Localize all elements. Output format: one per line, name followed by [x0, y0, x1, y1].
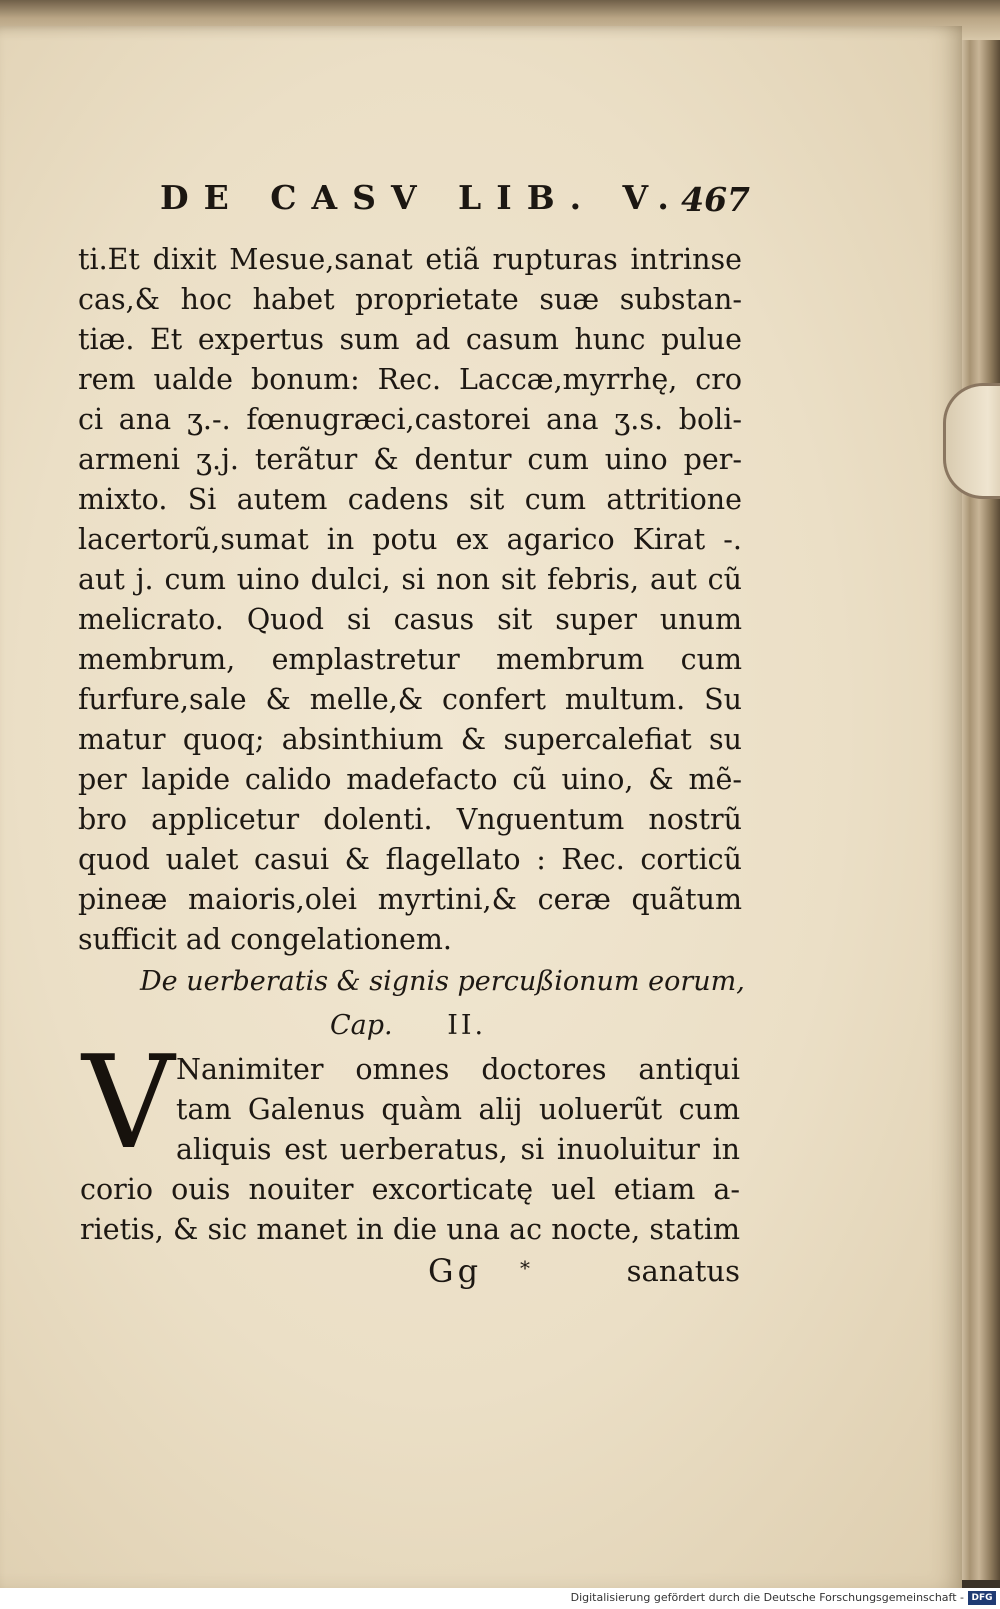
running-head-title: DE CASV LIB. V.	[160, 178, 684, 217]
text-line: rietis, & sic manet in die una ac nocte, statim	[80, 1213, 740, 1246]
text-line: per lapide calido madefacto cũ uino, & mẽ-	[78, 763, 742, 796]
running-head	[160, 178, 750, 228]
text-line: furfure,sale & melle,& confert multum. Su	[78, 683, 742, 716]
chapter-heading: De uerberatis & signis percußionum eorum,	[140, 966, 745, 997]
text-line: melicrato. Quod si casus sit super unum	[78, 603, 742, 636]
text-line: quod ualet casui & flagellato : Rec. corticũ	[78, 843, 742, 876]
dfg-logo: DFG	[968, 1591, 996, 1605]
text-line: aliquis est uerberatus, si inuoluitur in	[176, 1133, 740, 1166]
text-line: cas,& hoc habet proprietate suæ substan-	[78, 283, 742, 316]
text-line: sufficit ad congelationem.	[78, 923, 452, 956]
text-line: mixto. Si autem cadens sit cum attritione	[78, 483, 742, 516]
chapter-text	[80, 1050, 740, 1250]
text-line: bro applicetur dolenti. Vnguentum nostrũ	[78, 803, 742, 836]
page-number: 467	[681, 180, 750, 219]
text-line: tiæ. Et expertus sum ad casum hunc pulue	[78, 323, 742, 356]
signature-mark: Gg	[428, 1252, 483, 1290]
body-text	[78, 240, 742, 960]
chapter-number: II.	[447, 1010, 487, 1041]
chapter-word: Cap.	[330, 1010, 393, 1041]
catchword: sanatus	[626, 1254, 740, 1288]
footer-bar	[0, 1588, 1000, 1609]
text-line: matur quoq; absinthium & supercalefiat su	[78, 723, 742, 756]
text-line: Nanimiter omnes doctores antiqui	[176, 1053, 740, 1086]
text-line: ci ana ʒ.-. fœnugræci,castorei ana ʒ.s. boli-	[78, 403, 742, 436]
book-clasp	[943, 383, 1000, 499]
text-line: pineæ maioris,olei myrtini,& ceræ quãtum	[78, 883, 742, 916]
signature-ornament: *	[520, 1256, 530, 1280]
signature-line	[80, 1252, 740, 1292]
text-line: membrum, emplastretur membrum cum	[78, 643, 742, 676]
text-line: aut j. cum uino dulci, si non sit febris, aut cũ	[78, 563, 742, 596]
digitization-credit: Digitalisierung gefördert durch die Deutsche Forschungsgemeinschaft -	[570, 1591, 964, 1604]
text-line: lacertorũ,sumat in potu ex agarico Kirat -.	[78, 523, 742, 556]
drop-cap: V	[82, 1029, 175, 1178]
text-line: ti.Et dixit Mesue,sanat etiã rupturas intrinse	[78, 243, 742, 276]
text-line: armeni ʒ.j. terãtur & dentur cum uino per-	[78, 443, 742, 476]
chapter-label	[330, 1010, 530, 1041]
text-line: corio ouis nouiter excorticatę uel etiam a-	[80, 1173, 740, 1206]
text-line: tam Galenus quàm alij uoluerũt cum	[176, 1093, 740, 1126]
text-line: rem ualde bonum: Rec. Laccæ,myrrhę, cro	[78, 363, 742, 396]
